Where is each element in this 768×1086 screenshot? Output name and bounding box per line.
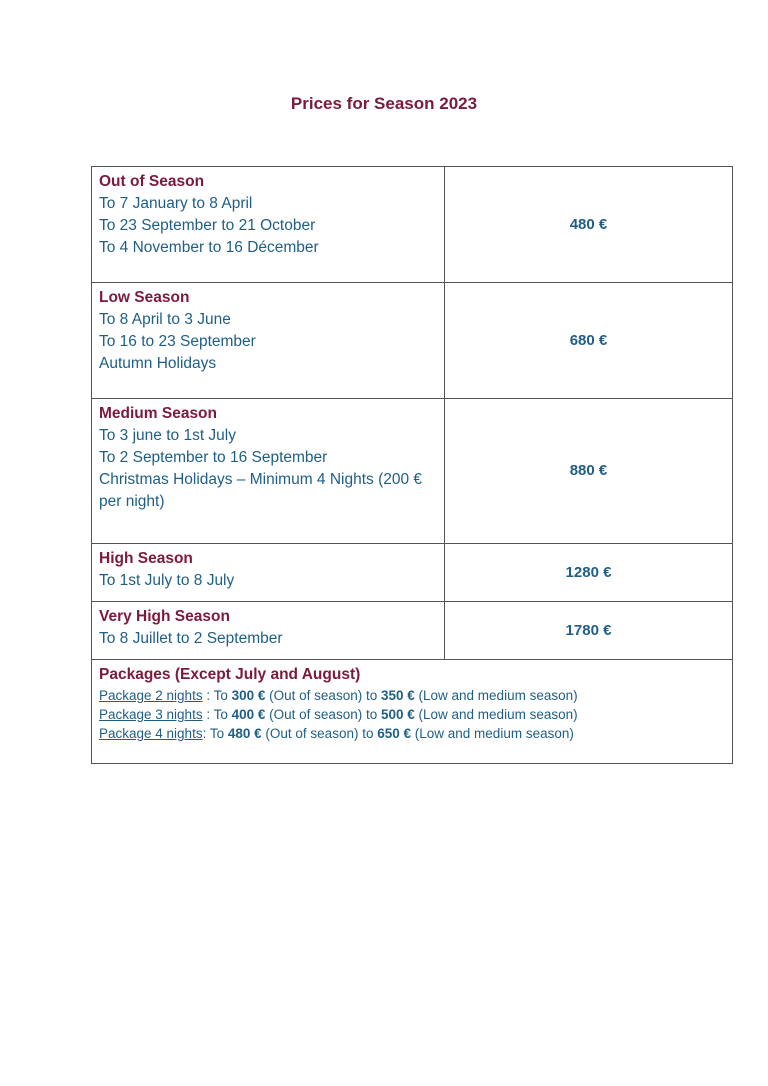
season-cell [92,283,445,399]
page-title: Prices for Season 2023 [290,94,478,113]
season-cell [92,544,445,602]
price-cell [445,283,733,399]
package-to-price: 650 € [377,726,412,741]
price-cell [445,602,733,660]
season-cell [92,399,445,544]
table-row [92,602,733,660]
season-date-line: To 3 june to 1st July [99,427,236,444]
season-date-line: To 2 September to 16 September [99,449,328,466]
price-table [91,166,733,764]
table-row [92,660,733,764]
table-row [92,283,733,399]
table-row [92,544,733,602]
price-cell [445,399,733,544]
package-line: Package 3 nights : To 400 € (Out of season) to 500 € (Low and medium season) [99,707,578,722]
season-cell [92,167,445,283]
package-label: Package 3 nights [99,707,203,722]
season-price: 680 € [569,331,608,349]
packages-cell [92,660,733,764]
season-name: Low Season [99,289,190,306]
season-date-line: To 8 Juillet to 2 September [99,630,283,647]
season-date-line: To 7 January to 8 April [99,195,253,212]
season-date-line: Autumn Holidays [99,355,217,372]
season-cell [92,602,445,660]
package-to-price: 350 € [380,688,415,703]
package-from-price: 400 € [231,707,266,722]
season-price: 880 € [569,462,608,479]
package-line: Package 2 nights : To 300 € (Out of season) to 350 € (Low and medium season) [99,688,578,703]
table-row [92,399,733,544]
package-from-price: 300 € [231,688,266,703]
season-date-line: Christmas Holidays – Minimum 4 Nights (200 € [99,471,423,488]
package-from-price: 480 € [227,726,262,741]
package-to-price: 500 € [380,707,415,722]
season-date-line: To 23 September to 21 October [99,217,316,234]
season-price: 480 € [569,215,608,233]
package-line: Package 4 nights: To 480 € (Out of season) to 650 € (Low and medium season) [99,726,574,741]
season-price: 1780 € [565,621,612,639]
price-cell [445,544,733,602]
package-label: Package 4 nights [99,726,203,741]
price-cell [445,167,733,283]
season-price: 1280 € [565,563,612,581]
season-date-line: To 16 to 23 September [99,333,256,350]
packages-heading: Packages (Except July and August) [99,666,361,683]
season-date-line: To 4 November to 16 Décember [99,239,319,256]
table-row [92,167,733,283]
season-date-line: per night) [99,493,165,510]
package-label: Package 2 nights [99,688,203,703]
season-name: High Season [99,550,193,567]
season-date-line: To 1st July to 8 July [99,572,235,589]
season-name: Out of Season [99,173,205,190]
season-date-line: To 8 April to 3 June [99,311,231,328]
season-name: Medium Season [99,405,217,422]
season-name: Very High Season [99,608,230,625]
